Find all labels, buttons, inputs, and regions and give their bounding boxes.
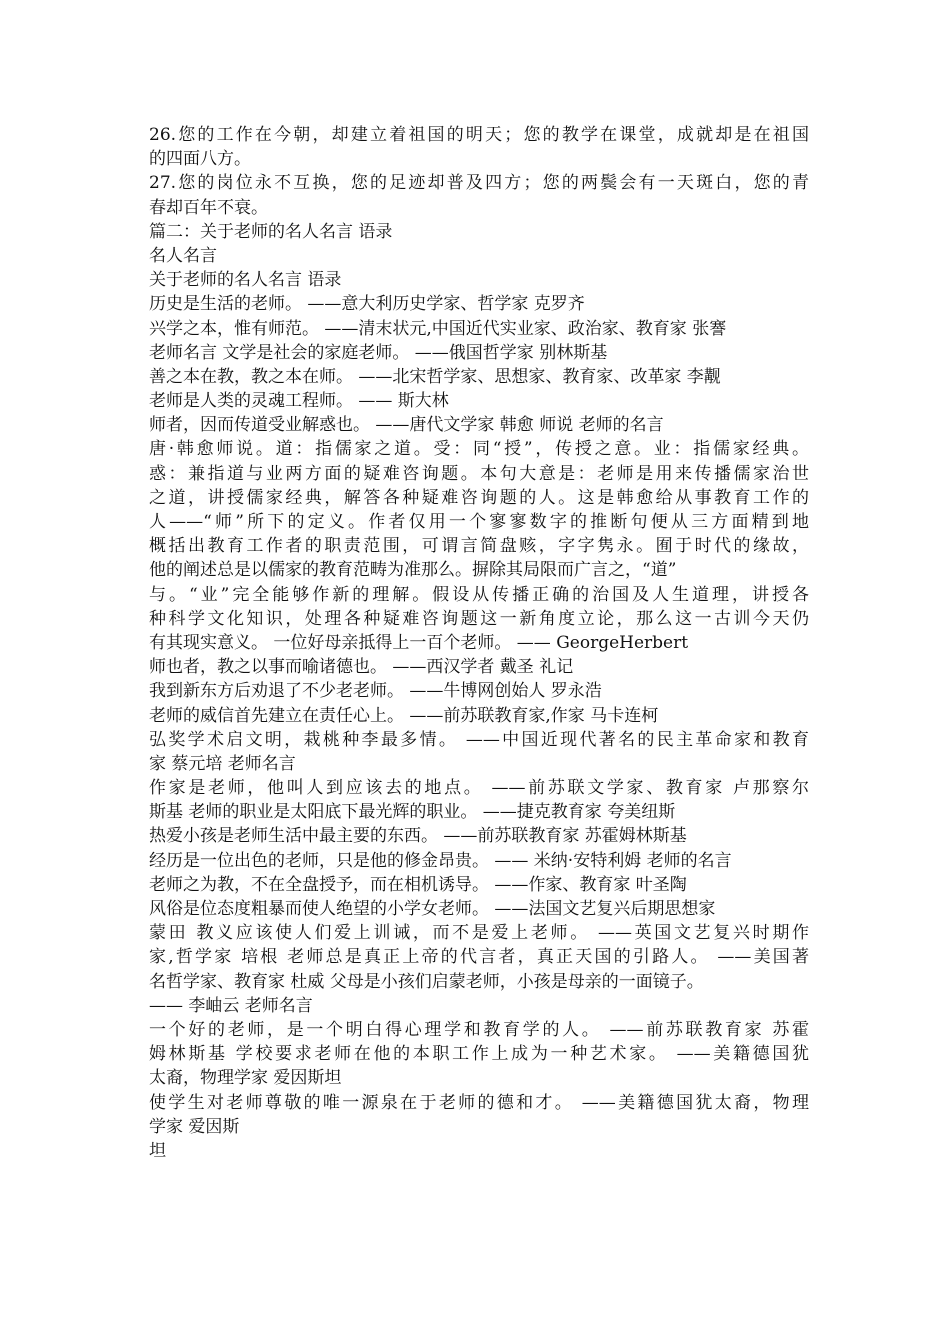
text-line: 春却百年不衰。 bbox=[149, 197, 268, 218]
text-line: 历史是生活的老师。 ——意大利历史学家、哲学家 克罗齐 bbox=[149, 294, 585, 315]
text-line: 老师之为教，不在全盘授予，而在相机诱导。 ——作家、教育家 叶圣陶 bbox=[149, 874, 687, 895]
text-line: 与。“业”完全能够作新的理解。假设从传播正确的治国及人生道理，讲授各 bbox=[149, 584, 809, 605]
text-line: 使学生对老师尊敬的唯一源泉在于老师的德和才。 ——美籍德国犹太裔，物理 bbox=[149, 1092, 809, 1113]
text-line: 之道，讲授儒家经典，解答各种疑难咨询题的人。这是韩愈给从事教育工作的 bbox=[149, 487, 809, 508]
text-line: 有其现实意义。 一位好母亲抵得上一百个老师。 —— GeorgeHerbert bbox=[149, 632, 689, 653]
text-line: 坦 bbox=[149, 1140, 166, 1161]
text-line: 惑：兼指道与业两方面的疑难咨询题。本句大意是：老师是用来传播儒家治世 bbox=[149, 463, 809, 484]
text-line: —— 李岫云 老师名言 bbox=[149, 995, 313, 1016]
text-line: 弘奖学术启文明，栽桃种李最多情。 ——中国近现代著名的民主革命家和教育 bbox=[149, 729, 809, 750]
text-line: 家,哲学家 培根 老师总是真正上帝的代言者，真正天国的引路人。 ——美国著 bbox=[149, 947, 809, 968]
text-line: 他的阐述总是以儒家的教育范畴为准那么。摒除其局限而广言之，“道” bbox=[149, 560, 677, 581]
text-line: 的四面八方。 bbox=[149, 149, 251, 170]
text-line: 26.您的工作在今朝，却建立着祖国的明天；您的教学在课堂，成就却是在祖国 bbox=[149, 125, 809, 145]
text-line: 老师名言 文学是社会的家庭老师。 ——俄国哲学家 别林斯基 bbox=[149, 342, 608, 363]
text-line: 善之本在教，教之本在师。 ——北宋哲学家、思想家、教育家、改革家 李觏 bbox=[149, 366, 721, 387]
text-line: 风俗是位态度粗暴而使人绝望的小学女老师。 ——法国文艺复兴后期思想家 bbox=[149, 899, 716, 919]
text-line: 27.您的岗位永不互换，您的足迹却普及四方；您的两鬓会有一天斑白，您的青 bbox=[149, 173, 809, 194]
text-line: 兴学之本，惟有师范。 ——清末状元,中国近代实业家、政治家、教育家 张謇 bbox=[149, 318, 727, 339]
text-line: 名人名言 bbox=[149, 245, 217, 266]
text-line: 作家是老师，他叫人到应该去的地点。 ——前苏联文学家、教育家 卢那察尔 bbox=[149, 778, 809, 799]
text-line: 学家 爱因斯 bbox=[149, 1116, 240, 1137]
text-line: 太裔，物理学家 爱因斯坦 bbox=[149, 1068, 342, 1089]
text-line: 家 蔡元培 老师名言 bbox=[149, 753, 296, 774]
section-heading: 篇二：关于老师的名人名言 语录 bbox=[149, 221, 393, 242]
text-line: 老师是人类的灵魂工程师。 —— 斯大林 bbox=[149, 391, 449, 412]
text-line: 我到新东方后劝退了不少老老师。 ——牛博网创始人 罗永浩 bbox=[149, 681, 602, 702]
text-line: 老师的威信首先建立在责任心上。 ——前苏联教育家,作家 马卡连柯 bbox=[149, 705, 659, 726]
text-line: 种科学文化知识，处理各种疑难咨询题这一新角度立论，那么这一古训今天仍 bbox=[149, 608, 809, 629]
text-line: 师者，因而传道受业解惑也。 ——唐代文学家 韩愈 师说 老师的名言 bbox=[149, 415, 664, 436]
text-line: 斯基 老师的职业是太阳底下最光辉的职业。 ——捷克教育家 夸美纽斯 bbox=[149, 802, 676, 823]
text-line: 蒙田 教义应该使人们爱上训诫，而不是爱上老师。 ——英国文艺复兴时期作 bbox=[149, 923, 809, 944]
text-line: 唐·韩愈师说。道：指儒家之道。受：同“授”，传授之意。业：指儒家经典。 bbox=[149, 439, 809, 460]
text-line: 姆林斯基 学校要求老师在他的本职工作上成为一种艺术家。 ——美籍德国犹 bbox=[149, 1044, 809, 1065]
text-line: 人——“师”所下的定义。作者仅用一个寥寥数字的推断句便从三方面精到地 bbox=[149, 512, 809, 532]
text-line: 经历是一位出色的老师，只是他的修金昂贵。 —— 米纳·安特利姆 老师的名言 bbox=[149, 850, 732, 871]
text-line: 热爱小孩是老师生活中最主要的东西。 ——前苏联教育家 苏霍姆林斯基 bbox=[149, 826, 687, 847]
text-line: 概括出教育工作者的职责范围，可谓言简盘赅，字字隽永。囿于时代的缘故， bbox=[149, 536, 809, 557]
text-line: 关于老师的名人名言 语录 bbox=[149, 270, 342, 291]
text-line: 一个好的老师，是一个明白得心理学和教育学的人。 ——前苏联教育家 苏霍 bbox=[149, 1019, 809, 1040]
text-line: 师也者，教之以事而喻诸德也。 ——西汉学者 戴圣 礼记 bbox=[149, 657, 574, 678]
text-line: 名哲学家、教育家 杜威 父母是小孩们启蒙老师，小孩是母亲的一面镜子。 bbox=[149, 971, 704, 992]
document-page bbox=[149, 123, 809, 1163]
